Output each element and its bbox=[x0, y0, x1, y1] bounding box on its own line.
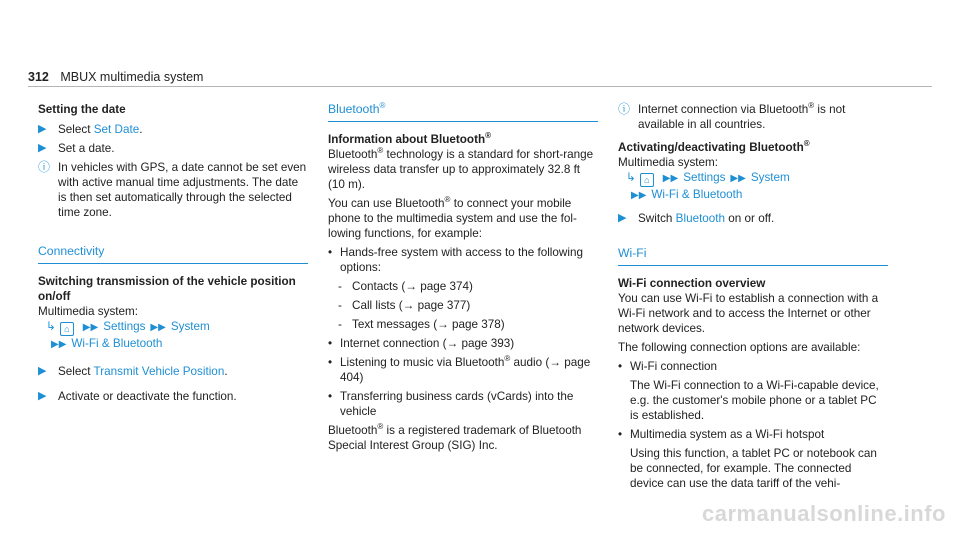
return-arrow-icon: ↳ bbox=[626, 171, 636, 184]
step-arrow-icon: ▶ bbox=[618, 212, 627, 224]
column-right bbox=[618, 102, 888, 495]
list-item: • Multimedia system as a Wi-Fi hotspot bbox=[618, 428, 825, 441]
bluetooth-heading: Bluetooth® bbox=[328, 102, 598, 122]
list-item: • Internet connection (→ page 393) bbox=[328, 337, 515, 350]
page-number: 312 bbox=[28, 70, 49, 84]
chevron-right-icon: ▶▶ bbox=[730, 173, 746, 184]
column-left bbox=[38, 102, 308, 408]
set-date-link[interactable]: Set Date bbox=[93, 123, 140, 136]
step-activate: ▶ Activate or deactivate the function. bbox=[38, 390, 237, 403]
chevron-right-icon: ▶▶ bbox=[82, 322, 99, 333]
list-item: • Listening to music via Bluetooth® audio (→ page 404) bbox=[328, 354, 591, 384]
path-wifi-bluetooth[interactable]: Wi-Fi & Bluetooth bbox=[71, 337, 163, 350]
step-select-transmit: ▶ Select Transmit Vehicle Position. bbox=[38, 365, 228, 378]
column-middle bbox=[328, 102, 598, 457]
activate-bluetooth-subheading: Activating/deactivating Bluetooth® bbox=[618, 139, 810, 154]
bluetooth-para1: Bluetooth® technology is a standard for short-range wireless data transfer up to approximately 32.8 ft (10 m). bbox=[328, 146, 594, 191]
bluetooth-toggle-link[interactable]: Bluetooth bbox=[675, 212, 726, 225]
list-item: - Call lists (→ page 377) bbox=[338, 299, 471, 312]
list-item: • Transferring business cards (vCards) into the vehicle bbox=[328, 390, 574, 418]
bluetooth-info-subheading: Information about Bluetooth® bbox=[328, 131, 492, 146]
trademark-note: Bluetooth® is a registered trademark of Bluetooth Special Interest Group (SIG) Inc. bbox=[328, 422, 582, 452]
home-icon[interactable]: ⌂ bbox=[60, 322, 74, 336]
header-title: MBUX multimedia system bbox=[60, 70, 204, 84]
list-item-detail: The Wi-Fi connection to a Wi-Fi-capable device, e.g. the customer's mobile phone or a tablet PC is established. bbox=[630, 379, 879, 422]
home-icon[interactable]: ⌂ bbox=[640, 173, 654, 187]
chevron-right-icon: ▶▶ bbox=[631, 190, 647, 201]
step-select-set-date: ▶ Select Set Date. bbox=[38, 123, 143, 136]
transmit-vehicle-position-link[interactable]: Transmit Vehicle Position bbox=[93, 365, 225, 378]
step-arrow-icon: ▶ bbox=[38, 142, 47, 154]
path-settings[interactable]: Settings bbox=[683, 171, 726, 184]
wifi-heading: Wi-Fi bbox=[618, 246, 888, 266]
list-item-detail: Using this function, a tablet PC or notebook can be connected, for example. The connected device can use the data tariff of the vehi- bbox=[630, 447, 877, 490]
watermark: carmanualsonline.info bbox=[702, 501, 946, 526]
chevron-right-icon: ▶▶ bbox=[51, 339, 67, 350]
list-item: - Contacts (→ page 374) bbox=[338, 280, 473, 293]
list-item: • Wi-Fi connection bbox=[618, 360, 718, 373]
vehicle-position-subheading: Switching transmission of the vehicle position on/off bbox=[38, 275, 296, 303]
step-set-a-date: ▶ Set a date. bbox=[38, 142, 115, 155]
bluetooth-para2: You can use Bluetooth® to connect your mobile phone to the multimedia system and use the following functions, for example: bbox=[328, 195, 577, 240]
wifi-overview-subheading: Wi-Fi connection overview bbox=[618, 277, 766, 290]
setting-date-heading: Setting the date bbox=[38, 103, 126, 116]
wifi-para2: The following connection options are available: bbox=[618, 341, 861, 354]
menu-path bbox=[38, 319, 308, 352]
info-icon: ⓘ bbox=[618, 102, 631, 116]
gps-note: ⓘ In vehicles with GPS, a date cannot be set even with active manual time adjustments. The date is then set automatically through the selected time zone. bbox=[38, 160, 307, 219]
step-switch-bluetooth: ▶ Switch Bluetooth on or off. bbox=[618, 212, 775, 225]
chevron-right-icon: ▶▶ bbox=[150, 322, 166, 333]
path-settings[interactable]: Settings bbox=[103, 320, 146, 333]
step-arrow-icon: ▶ bbox=[38, 123, 47, 135]
step-arrow-icon: ▶ bbox=[38, 365, 47, 377]
path-wifi-bluetooth[interactable]: Wi-Fi & Bluetooth bbox=[651, 188, 743, 201]
multimedia-intro: Multimedia system: bbox=[38, 305, 139, 318]
chevron-right-icon: ▶▶ bbox=[662, 173, 679, 184]
path-system[interactable]: System bbox=[750, 171, 790, 184]
header-rule bbox=[28, 86, 932, 87]
multimedia-intro: Multimedia system: bbox=[618, 156, 719, 169]
list-item: • Hands-free system with access to the following options: bbox=[328, 246, 583, 274]
return-arrow-icon: ↳ bbox=[46, 320, 56, 333]
list-item: - Text messages (→ page 378) bbox=[338, 318, 505, 331]
page-header bbox=[28, 70, 203, 84]
step-arrow-icon: ▶ bbox=[38, 390, 47, 402]
path-system[interactable]: System bbox=[170, 320, 210, 333]
connectivity-heading: Connectivity bbox=[38, 244, 308, 264]
menu-path bbox=[618, 170, 888, 203]
info-icon: ⓘ bbox=[38, 160, 51, 174]
wifi-para1: You can use Wi-Fi to establish a connection with a Wi-Fi network and to access the Internet or other network devices. bbox=[618, 292, 879, 335]
bluetooth-internet-note: ⓘ Internet connection via Bluetooth® is not available in all countries. bbox=[618, 101, 846, 131]
